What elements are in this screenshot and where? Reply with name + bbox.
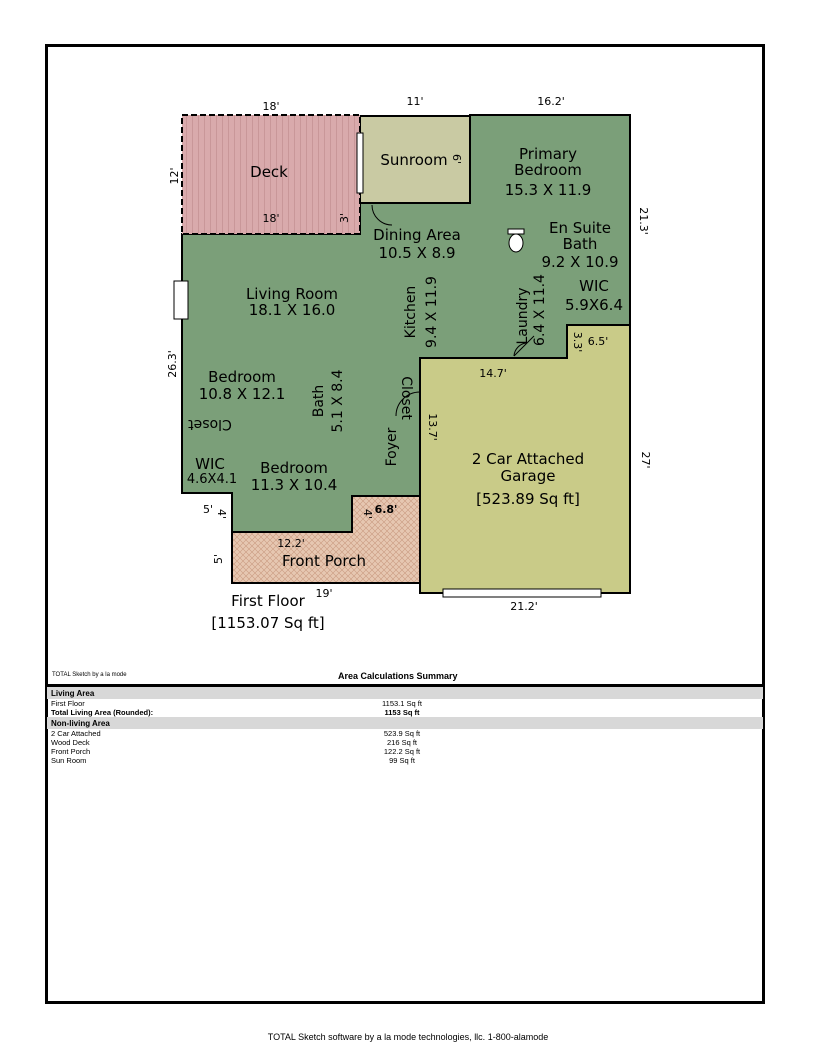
dim-label: 5' xyxy=(202,503,214,516)
bedroom-1-size: 10.8 X 12.1 xyxy=(198,385,286,403)
living-room-label: Living Room xyxy=(245,285,339,303)
dim-label: 26.3' xyxy=(166,350,179,378)
bedroom-2-size: 11.3 X 10.4 xyxy=(250,476,338,494)
toilet-icon xyxy=(508,229,524,252)
table-row xyxy=(47,756,763,765)
dim-label: 16.2' xyxy=(537,95,565,108)
dim-label: 18' xyxy=(262,212,280,225)
laundry-label: Laundry xyxy=(515,287,531,345)
dim-label: 3' xyxy=(338,212,351,224)
kitchen-label: Kitchen xyxy=(403,285,419,339)
dim-label: 21.3' xyxy=(637,207,650,235)
row-value: 1153 Sq ft xyxy=(384,708,420,717)
row-label: Wood Deck xyxy=(51,738,90,747)
dining-area-size: 10.5 X 8.9 xyxy=(378,244,456,262)
dim-label: 13.7' xyxy=(426,413,439,441)
row-value: 523.9 Sq ft xyxy=(383,729,421,738)
laundry-size: 6.4 X 11.4 xyxy=(532,274,548,346)
primary-bedroom-label: Bedroom xyxy=(514,161,582,179)
living-room-size: 18.1 X 16.0 xyxy=(248,301,336,319)
dim-label: 12' xyxy=(168,167,181,185)
dim-label: 6.5' xyxy=(587,335,609,348)
bedroom-1-label: Bedroom xyxy=(208,368,276,386)
row-label: 2 Car Attached xyxy=(51,729,101,738)
wic-bedroom-size: 4.6X4.1 xyxy=(186,472,238,487)
dim-label: 3.3' xyxy=(571,331,584,353)
dim-label: 19' xyxy=(315,587,333,600)
dim-label: 11' xyxy=(406,95,424,108)
table-row xyxy=(47,699,763,708)
dim-label: 6.8' xyxy=(374,503,398,516)
row-value: 216 Sq ft xyxy=(386,738,418,747)
dim-label: 18' xyxy=(262,100,280,113)
dim-label: 12.2' xyxy=(277,537,305,550)
garage-door xyxy=(443,589,601,597)
dining-area-label: Dining Area xyxy=(373,226,461,244)
en-suite-bath-label: En Suite xyxy=(548,219,612,237)
bath-size: 5.1 X 8.4 xyxy=(330,369,346,433)
garage-label: Garage xyxy=(500,467,556,485)
row-label: Front Porch xyxy=(51,747,91,756)
garage-label: 2 Car Attached xyxy=(471,450,585,468)
closet-right-label: Closet xyxy=(398,376,414,420)
deck-door xyxy=(357,133,363,193)
primary-bedroom-size: 15.3 X 11.9 xyxy=(504,181,592,199)
table-row xyxy=(47,747,763,756)
table-row xyxy=(47,738,763,747)
primary-bedroom-label: Primary xyxy=(519,145,577,163)
en-suite-bath-label: Bath xyxy=(562,235,598,253)
closet-upper-label: Closet xyxy=(188,416,232,432)
dim-label: 21.2' xyxy=(510,600,538,613)
living-area-header: Living Area xyxy=(47,687,763,699)
summary-title: Area Calculations Summary xyxy=(338,671,458,681)
sunroom-label: Sunroom xyxy=(380,151,448,169)
dim-label: 14.7' xyxy=(479,367,507,380)
area-summary-table xyxy=(47,684,763,765)
floor-area: [1153.07 Sq ft] xyxy=(211,614,325,632)
wic-primary-size: 5.9X6.4 xyxy=(565,296,623,314)
table-row xyxy=(47,729,763,738)
software-small-label: TOTAL Sketch by a la mode xyxy=(52,672,127,678)
bedroom-2-label: Bedroom xyxy=(260,459,328,477)
footer-text: TOTAL Sketch software by a la mode technologies, llc. 1-800-alamode xyxy=(267,1032,549,1042)
row-value: 122.2 Sq ft xyxy=(383,747,421,756)
living-total-row xyxy=(47,708,763,717)
wic-bedroom-label: WIC xyxy=(195,455,225,473)
front-porch-label: Front Porch xyxy=(282,552,366,570)
dim-label: 4' xyxy=(215,508,228,520)
wic-primary-label: WIC xyxy=(579,277,609,295)
row-label: First Floor xyxy=(51,699,85,708)
deck-label: Deck xyxy=(250,163,288,181)
fireplace-mark xyxy=(174,281,188,319)
nonliving-area-header: Non-living Area xyxy=(47,717,763,729)
row-label: Total Living Area (Rounded): xyxy=(51,708,154,717)
foyer-label: Foyer xyxy=(384,427,400,467)
bath-label: Bath xyxy=(311,384,327,418)
dim-label: 5' xyxy=(212,553,225,565)
dim-label: 4' xyxy=(361,508,374,520)
dim-label: 6' xyxy=(450,153,463,165)
kitchen-size: 9.4 X 11.9 xyxy=(424,276,440,348)
en-suite-bath-size: 9.2 X 10.9 xyxy=(541,253,619,271)
row-label: Sun Room xyxy=(51,756,87,765)
garage-area: [523.89 Sq ft] xyxy=(476,490,580,508)
dim-label: 27' xyxy=(639,451,652,469)
floor-label: First Floor xyxy=(231,592,305,610)
row-value: 1153.1 Sq ft xyxy=(382,699,422,708)
row-value: 99 Sq ft xyxy=(389,756,415,765)
